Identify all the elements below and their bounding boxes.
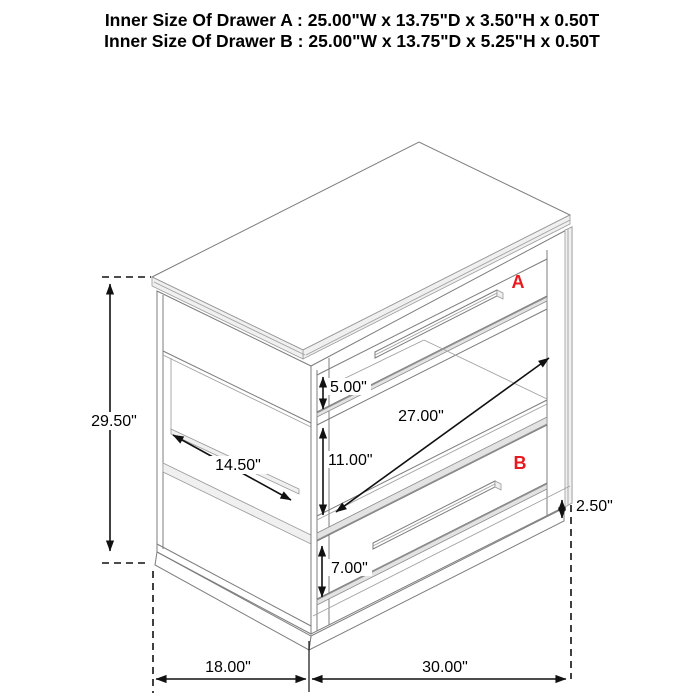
title-line-drawer-a: Inner Size Of Drawer A : 25.00"W x 13.75"D x 3.50"H x 0.50T [104, 10, 600, 30]
overall-height-label: 29.50" [91, 413, 137, 430]
side-depth-label: 18.00" [205, 659, 251, 676]
drawer-b-letter: B [513, 453, 527, 473]
base-height-label: 2.50" [576, 498, 613, 515]
drawer-b-height-label: 7.00" [331, 560, 368, 577]
drawer-a-height-label: 5.00" [330, 379, 367, 396]
shelf-depth-label: 14.50" [215, 457, 261, 474]
front-width-label: 30.00" [422, 659, 468, 676]
drawer-a-letter: A [511, 272, 525, 292]
title-block [104, 10, 600, 51]
opening-width-label: 27.00" [398, 408, 444, 425]
opening-height-label: 11.00" [328, 452, 373, 469]
title-line-drawer-b: Inner Size Of Drawer B : 25.00"W x 13.75"D x 5.25"H x 0.50T [104, 31, 600, 51]
